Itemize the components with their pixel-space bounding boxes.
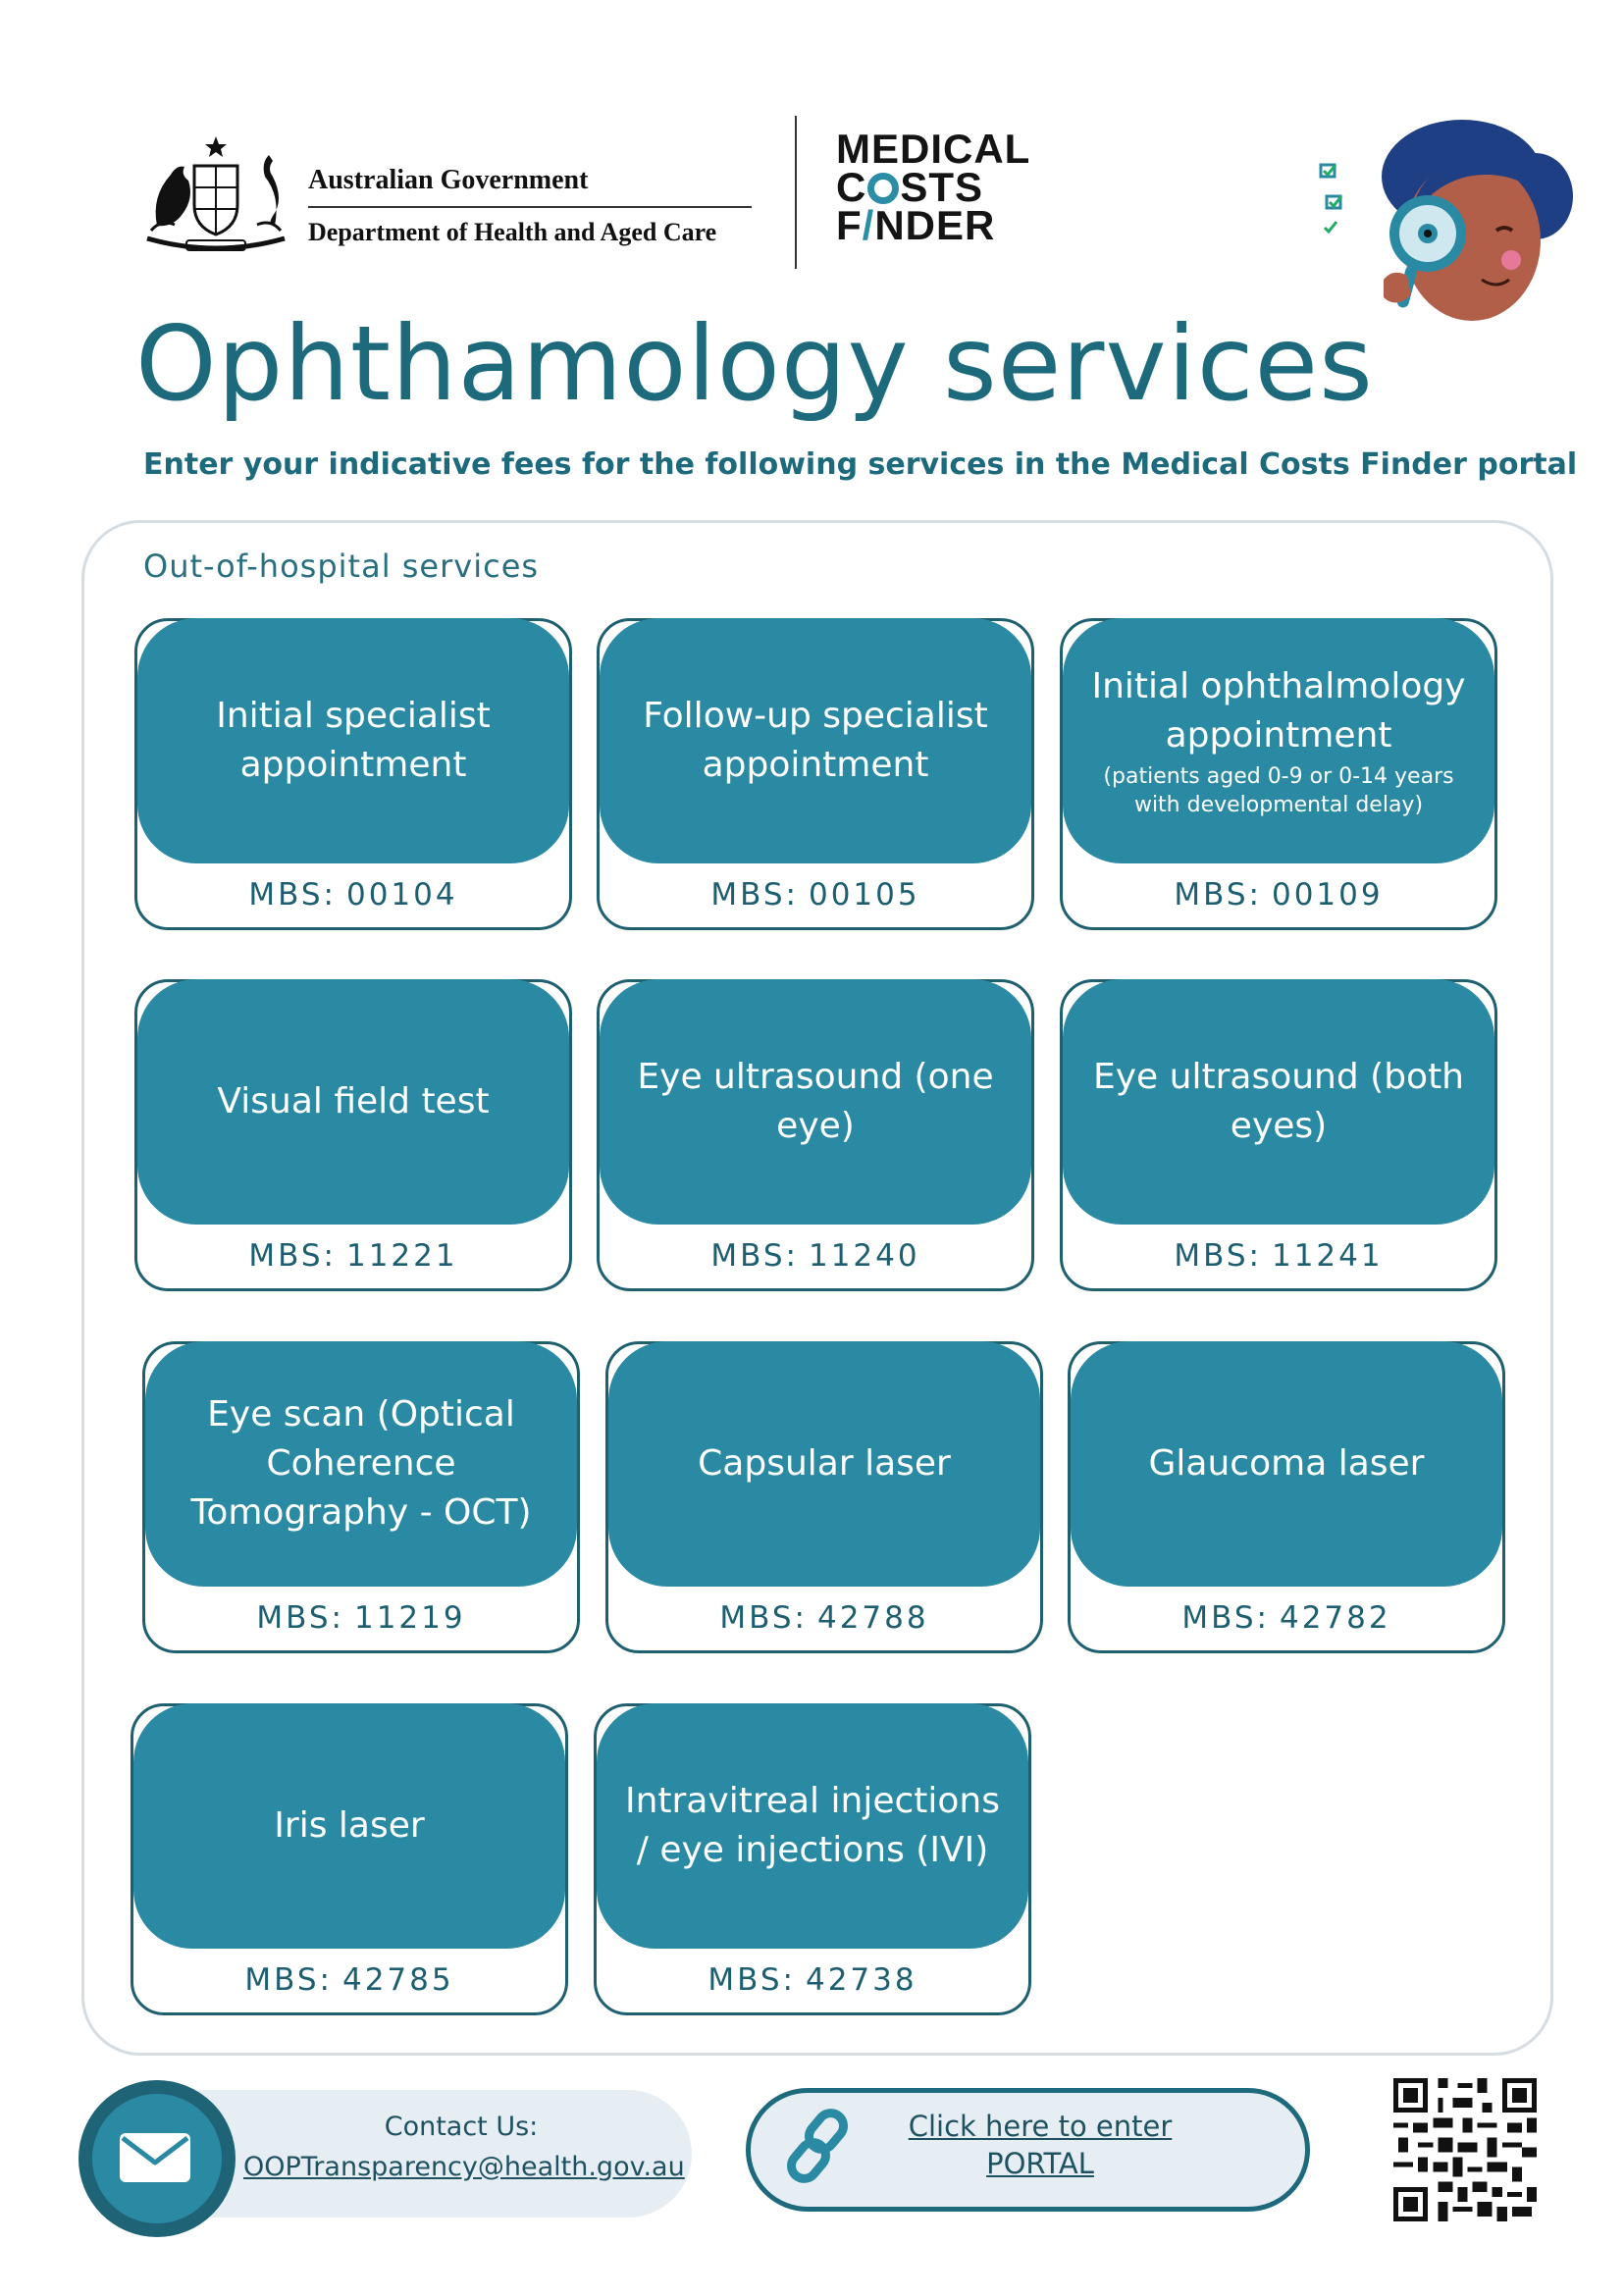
mbs-code: MBS: 42782 [1181, 1600, 1391, 1636]
service-tile [600, 618, 1031, 863]
section-heading: Out-of-hospital services [143, 548, 540, 585]
link-icon [780, 2108, 859, 2186]
service-card[interactable] [134, 979, 572, 1291]
government-wordmark [308, 165, 752, 247]
qr-code-icon[interactable] [1393, 2078, 1537, 2221]
service-title: Iris laser [274, 1805, 425, 1846]
mbs-code: MBS: 00109 [1174, 877, 1384, 913]
service-title: Visual field test [217, 1081, 490, 1122]
service-title: Capsular laser [698, 1443, 951, 1484]
logo-line-1: MEDICAL [836, 126, 1031, 172]
australian-coat-of-arms-logo [137, 132, 294, 255]
portal-link[interactable] [864, 2108, 1217, 2182]
header-divider [795, 116, 797, 269]
mbs-code: MBS: 42785 [244, 1962, 454, 1998]
department-name: Department of Health and Aged Care [308, 218, 717, 246]
service-title: Intravitreal injections / eye injections (IVI) [625, 1781, 1000, 1870]
magnifying-glass-person-illustration [1315, 118, 1580, 329]
service-card[interactable] [1060, 979, 1497, 1291]
service-tile [133, 1703, 565, 1949]
mbs-code: MBS: 11240 [710, 1238, 920, 1274]
logo-ring-icon [867, 173, 899, 204]
service-note: (patients aged 0-9 or 0-14 years with developmental delay) [1103, 764, 1454, 817]
service-tile [597, 1703, 1028, 1949]
mbs-code: MBS: 00105 [710, 877, 920, 913]
service-title: Initial ophthalmology appointment [1091, 666, 1466, 756]
service-title: Glaucoma laser [1148, 1443, 1425, 1484]
contact-email-link[interactable]: OOPTransparency@health.gov.au [243, 2152, 685, 2182]
page-subtitle: Enter your indicative fees for the following services in the Medical Costs Finder portal [143, 447, 1578, 482]
mbs-code: MBS: 11241 [1174, 1238, 1384, 1274]
service-tile [600, 979, 1031, 1225]
mbs-code: MBS: 42738 [707, 1962, 917, 1998]
service-tile [1071, 1341, 1502, 1587]
service-card[interactable] [597, 979, 1034, 1291]
service-title: Eye scan (Optical Coherence Tomography - OCT) [190, 1394, 532, 1533]
service-tile [1063, 618, 1494, 863]
service-tile [608, 1341, 1040, 1587]
mbs-code: MBS: 00104 [248, 877, 458, 913]
government-name: Australian Government [308, 165, 752, 208]
mail-icon [120, 2133, 190, 2182]
medical-costs-finder-logo [836, 126, 1031, 248]
service-tile [137, 618, 569, 863]
service-card[interactable] [142, 1341, 580, 1653]
portal-line-1: Click here to enter [908, 2110, 1173, 2143]
service-tile [145, 1341, 577, 1587]
page-title: Ophthamology services [135, 304, 1374, 424]
service-title: Follow-up specialist appointment [643, 696, 988, 785]
service-title: Initial specialist appointment [216, 696, 491, 785]
service-card[interactable] [1068, 1341, 1505, 1653]
contact-label: Contact Us: [384, 2112, 539, 2142]
service-title: Eye ultrasound (both eyes) [1093, 1057, 1464, 1146]
service-card[interactable] [1060, 618, 1497, 930]
service-card[interactable] [605, 1341, 1043, 1653]
service-title: Eye ultrasound (one eye) [637, 1057, 994, 1146]
service-card[interactable] [597, 618, 1034, 930]
service-card[interactable] [594, 1703, 1031, 2015]
mbs-code: MBS: 42788 [719, 1600, 929, 1636]
service-tile [1063, 979, 1494, 1225]
service-card[interactable] [131, 1703, 568, 2015]
service-card[interactable] [134, 618, 572, 930]
logo-line-3: F/NDER [836, 202, 996, 248]
logo-line-2: C STS [836, 164, 984, 210]
portal-line-2: PORTAL [986, 2147, 1094, 2180]
mbs-code: MBS: 11221 [248, 1238, 458, 1274]
mbs-code: MBS: 11219 [256, 1600, 466, 1636]
service-tile [137, 979, 569, 1225]
